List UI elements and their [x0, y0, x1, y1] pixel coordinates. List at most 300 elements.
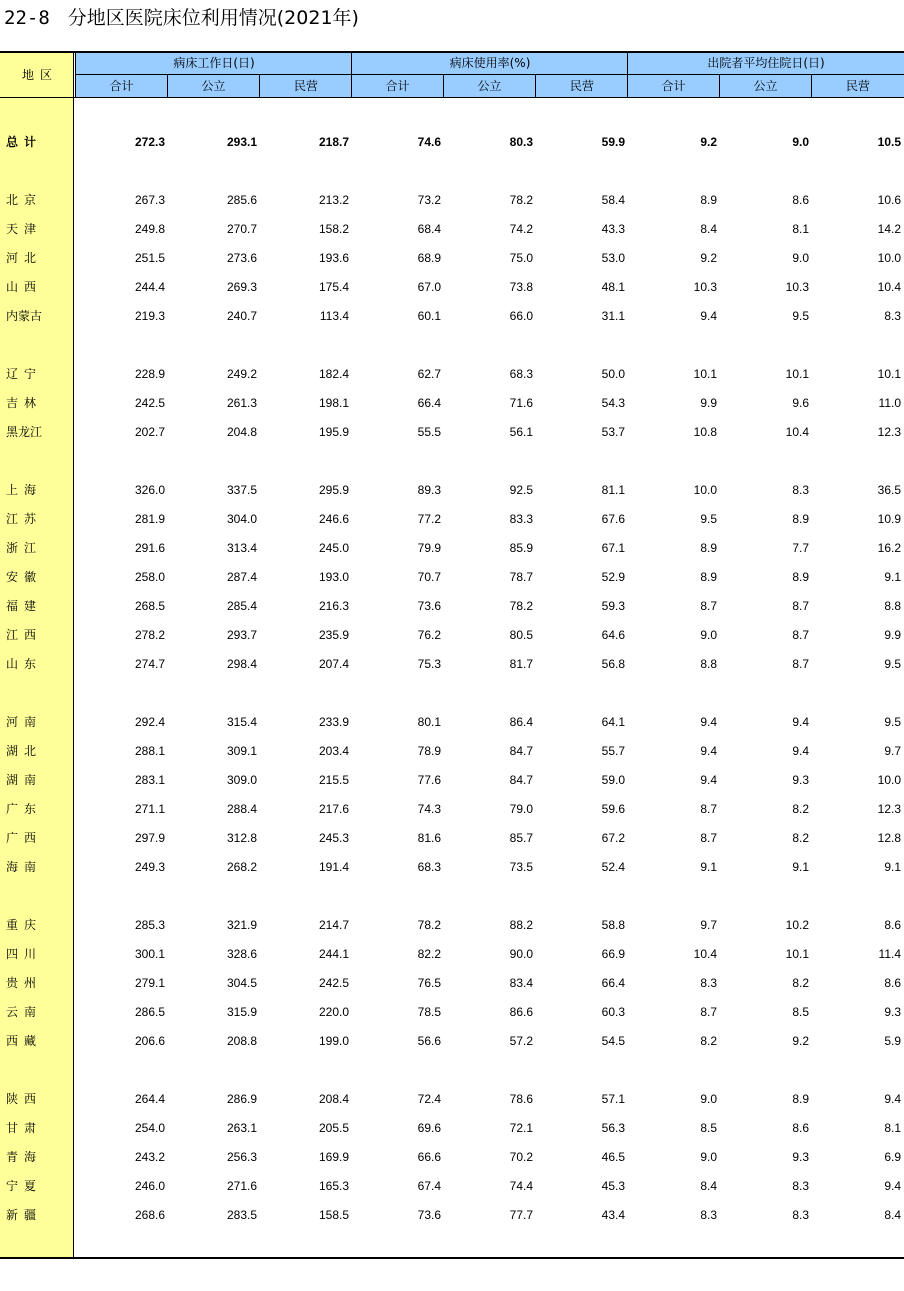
value-cell: 78.6	[509, 1092, 533, 1106]
value-cell: 8.9	[792, 512, 809, 526]
value-cell: 82.2	[417, 947, 441, 961]
value-cell: 8.5	[792, 1005, 809, 1019]
value-cell: 8.3	[792, 1208, 809, 1222]
value-cell: 52.4	[601, 860, 625, 874]
table-row	[0, 944, 904, 964]
value-cell: 59.3	[601, 599, 625, 613]
value-cell: 297.9	[134, 831, 165, 845]
region-label: 贵州	[6, 976, 43, 990]
value-cell: 271.1	[134, 802, 165, 816]
table-row	[0, 770, 904, 790]
value-cell: 8.7	[700, 1005, 717, 1019]
value-cell: 9.4	[884, 1092, 901, 1106]
value-cell: 8.7	[700, 831, 717, 845]
value-cell: 9.7	[884, 744, 901, 758]
value-cell: 84.7	[509, 744, 533, 758]
value-cell: 10.3	[693, 280, 717, 294]
value-cell: 68.3	[509, 367, 533, 381]
value-cell: 9.1	[884, 860, 901, 874]
value-cell: 244.4	[134, 280, 165, 294]
value-cell: 10.0	[877, 251, 901, 265]
value-cell: 59.0	[601, 773, 625, 787]
value-cell: 208.4	[318, 1092, 349, 1106]
value-cell: 68.4	[417, 222, 441, 236]
value-cell: 10.4	[693, 947, 717, 961]
header-sub-public: 公立	[719, 75, 811, 98]
header-group-avg-stay: 出院者平均住院日(日)	[627, 53, 904, 75]
header-sub-private: 民营	[259, 75, 352, 98]
value-cell: 268.2	[226, 860, 257, 874]
value-cell: 9.0	[700, 1150, 717, 1164]
value-cell: 10.5	[877, 135, 901, 149]
value-cell: 240.7	[226, 309, 257, 323]
value-cell: 58.8	[601, 918, 625, 932]
value-cell: 67.1	[601, 541, 625, 555]
value-cell: 8.1	[884, 1121, 901, 1135]
value-cell: 58.4	[601, 193, 625, 207]
value-cell: 9.3	[884, 1005, 901, 1019]
value-cell: 245.3	[318, 831, 349, 845]
value-cell: 78.2	[417, 918, 441, 932]
value-cell: 9.4	[792, 744, 809, 758]
value-cell: 326.0	[134, 483, 165, 497]
value-cell: 73.6	[417, 599, 441, 613]
value-cell: 182.4	[318, 367, 349, 381]
value-cell: 8.3	[700, 976, 717, 990]
value-cell: 74.4	[509, 1179, 533, 1193]
value-cell: 281.9	[134, 512, 165, 526]
value-cell: 73.6	[417, 1208, 441, 1222]
region-label: 吉林	[6, 396, 43, 410]
table-row	[0, 973, 904, 993]
value-cell: 78.7	[509, 570, 533, 584]
value-cell: 256.3	[226, 1150, 257, 1164]
table-row	[0, 1002, 904, 1022]
value-cell: 270.7	[226, 222, 257, 236]
value-cell: 9.4	[700, 309, 717, 323]
value-cell: 50.0	[601, 367, 625, 381]
value-cell: 285.3	[134, 918, 165, 932]
value-cell: 11.0	[878, 396, 901, 410]
value-cell: 9.9	[700, 396, 717, 410]
value-cell: 8.6	[792, 1121, 809, 1135]
value-cell: 10.1	[785, 367, 809, 381]
region-label: 辽宁	[6, 367, 43, 381]
value-cell: 11.4	[878, 947, 901, 961]
value-cell: 8.2	[792, 802, 809, 816]
value-cell: 53.7	[601, 425, 625, 439]
table-title: 分地区医院床位利用情况(2021年)	[67, 7, 359, 29]
value-cell: 313.4	[226, 541, 257, 555]
value-cell: 264.4	[134, 1092, 165, 1106]
region-label: 浙江	[6, 541, 43, 555]
value-cell: 8.9	[700, 570, 717, 584]
value-cell: 74.2	[509, 222, 533, 236]
header-sub-total: 合计	[75, 75, 167, 98]
region-label: 天津	[6, 222, 43, 236]
header-group-bed-usage-rate: 病床使用率(%)	[351, 53, 628, 75]
value-cell: 202.7	[134, 425, 165, 439]
value-cell: 9.2	[700, 251, 717, 265]
value-cell: 60.3	[601, 1005, 625, 1019]
value-cell: 66.4	[417, 396, 441, 410]
value-cell: 85.9	[509, 541, 533, 555]
header-sub-private: 民营	[811, 75, 904, 98]
value-cell: 158.5	[318, 1208, 349, 1222]
value-cell: 10.6	[877, 193, 901, 207]
value-cell: 113.4	[319, 309, 349, 323]
table-row	[0, 799, 904, 819]
value-cell: 46.5	[601, 1150, 625, 1164]
value-cell: 298.4	[226, 657, 257, 671]
table-number: 22-8	[4, 7, 50, 29]
value-cell: 66.9	[601, 947, 625, 961]
value-cell: 36.5	[877, 483, 901, 497]
value-cell: 62.7	[417, 367, 441, 381]
value-cell: 220.0	[318, 1005, 349, 1019]
value-cell: 67.4	[417, 1179, 441, 1193]
value-cell: 263.1	[226, 1121, 257, 1135]
value-cell: 206.6	[134, 1034, 165, 1048]
value-cell: 288.1	[134, 744, 165, 758]
value-cell: 55.5	[417, 425, 441, 439]
value-cell: 80.5	[509, 628, 533, 642]
region-label: 河南	[6, 715, 43, 729]
value-cell: 81.1	[601, 483, 625, 497]
region-label: 四川	[6, 947, 43, 961]
value-cell: 77.6	[417, 773, 441, 787]
value-cell: 79.0	[509, 802, 533, 816]
value-cell: 8.9	[700, 541, 717, 555]
value-cell: 228.9	[134, 367, 165, 381]
value-cell: 9.5	[700, 512, 717, 526]
value-cell: 9.1	[700, 860, 717, 874]
value-cell: 10.1	[785, 947, 809, 961]
value-cell: 268.6	[134, 1208, 165, 1222]
value-cell: 219.3	[134, 309, 165, 323]
value-cell: 81.7	[509, 657, 533, 671]
value-cell: 56.3	[601, 1121, 625, 1135]
value-cell: 10.4	[785, 425, 809, 439]
table-row	[0, 596, 904, 616]
value-cell: 293.7	[226, 628, 257, 642]
value-cell: 8.6	[884, 918, 901, 932]
value-cell: 43.3	[601, 222, 625, 236]
value-cell: 8.2	[792, 976, 809, 990]
value-cell: 9.5	[792, 309, 809, 323]
value-cell: 68.9	[417, 251, 441, 265]
value-cell: 86.6	[509, 1005, 533, 1019]
value-cell: 165.3	[318, 1179, 349, 1193]
value-cell: 75.0	[509, 251, 533, 265]
total-row	[0, 132, 904, 152]
table-row	[0, 1118, 904, 1138]
value-cell: 9.5	[884, 715, 901, 729]
value-cell: 10.1	[693, 367, 717, 381]
value-cell: 56.8	[601, 657, 625, 671]
region-label: 新疆	[6, 1208, 43, 1222]
value-cell: 293.1	[226, 135, 257, 149]
value-cell: 213.2	[318, 193, 349, 207]
table-row	[0, 915, 904, 935]
region-label: 青海	[6, 1150, 43, 1164]
region-label: 甘肃	[6, 1121, 43, 1135]
value-cell: 8.3	[884, 309, 901, 323]
value-cell: 8.7	[700, 599, 717, 613]
region-label: 海南	[6, 860, 43, 874]
value-cell: 315.4	[226, 715, 257, 729]
value-cell: 198.1	[318, 396, 349, 410]
table-row	[0, 219, 904, 239]
value-cell: 56.1	[509, 425, 533, 439]
value-cell: 64.1	[601, 715, 625, 729]
value-cell: 9.3	[792, 1150, 809, 1164]
table-row	[0, 1147, 904, 1167]
value-cell: 205.5	[318, 1121, 349, 1135]
value-cell: 246.6	[318, 512, 349, 526]
value-cell: 195.9	[318, 425, 349, 439]
region-label: 陕西	[6, 1092, 43, 1106]
value-cell: 12.3	[877, 425, 901, 439]
value-cell: 83.4	[509, 976, 533, 990]
value-cell: 72.4	[417, 1092, 441, 1106]
value-cell: 295.9	[318, 483, 349, 497]
value-cell: 67.2	[601, 831, 625, 845]
value-cell: 10.8	[693, 425, 717, 439]
value-cell: 68.3	[417, 860, 441, 874]
value-cell: 279.1	[134, 976, 165, 990]
value-cell: 216.3	[318, 599, 349, 613]
value-cell: 78.9	[417, 744, 441, 758]
value-cell: 9.0	[792, 251, 809, 265]
region-label: 安徽	[6, 570, 43, 584]
table-row	[0, 306, 904, 326]
value-cell: 74.3	[417, 802, 441, 816]
table-row	[0, 509, 904, 529]
value-cell: 53.0	[601, 251, 625, 265]
value-cell: 9.7	[700, 918, 717, 932]
table-header	[75, 53, 904, 98]
value-cell: 267.3	[134, 193, 165, 207]
value-cell: 7.7	[792, 541, 809, 555]
page-title	[4, 6, 359, 30]
value-cell: 243.2	[134, 1150, 165, 1164]
region-label: 北京	[6, 193, 43, 207]
header-bottom-rule	[0, 97, 904, 98]
table-row	[0, 828, 904, 848]
value-cell: 169.9	[318, 1150, 349, 1164]
value-cell: 70.7	[417, 570, 441, 584]
value-cell: 8.9	[792, 570, 809, 584]
value-cell: 83.3	[509, 512, 533, 526]
value-cell: 9.4	[700, 744, 717, 758]
value-cell: 249.2	[226, 367, 257, 381]
value-cell: 272.3	[134, 135, 165, 149]
header-sub-public: 公立	[443, 75, 535, 98]
value-cell: 77.7	[509, 1208, 533, 1222]
value-cell: 8.6	[884, 976, 901, 990]
table-row	[0, 480, 904, 500]
table-row	[0, 190, 904, 210]
value-cell: 72.1	[509, 1121, 533, 1135]
value-cell: 321.9	[226, 918, 257, 932]
value-cell: 69.6	[417, 1121, 441, 1135]
value-cell: 54.5	[601, 1034, 625, 1048]
value-cell: 10.3	[785, 280, 809, 294]
value-cell: 8.5	[700, 1121, 717, 1135]
value-cell: 215.5	[318, 773, 349, 787]
value-cell: 73.2	[417, 193, 441, 207]
value-cell: 85.7	[509, 831, 533, 845]
value-cell: 78.2	[509, 193, 533, 207]
value-cell: 79.9	[417, 541, 441, 555]
value-cell: 60.1	[417, 309, 441, 323]
value-cell: 9.2	[700, 135, 717, 149]
value-cell: 315.9	[226, 1005, 257, 1019]
value-cell: 5.9	[884, 1034, 901, 1048]
value-cell: 8.3	[792, 1179, 809, 1193]
value-cell: 249.8	[134, 222, 165, 236]
value-cell: 191.4	[318, 860, 349, 874]
value-cell: 193.6	[318, 251, 349, 265]
value-cell: 249.3	[134, 860, 165, 874]
header-sub-total: 合计	[627, 75, 719, 98]
table-row	[0, 1205, 904, 1225]
region-label: 湖北	[6, 744, 43, 758]
region-label: 总计	[6, 135, 43, 149]
value-cell: 283.1	[134, 773, 165, 787]
region-label: 上海	[6, 483, 43, 497]
value-cell: 55.7	[601, 744, 625, 758]
table-row	[0, 364, 904, 384]
value-cell: 285.6	[226, 193, 257, 207]
value-cell: 9.9	[884, 628, 901, 642]
value-cell: 71.6	[509, 396, 533, 410]
value-cell: 57.2	[509, 1034, 533, 1048]
value-cell: 8.1	[792, 222, 809, 236]
value-cell: 67.6	[601, 512, 625, 526]
value-cell: 246.0	[134, 1179, 165, 1193]
value-cell: 8.4	[700, 1179, 717, 1193]
value-cell: 59.6	[601, 802, 625, 816]
value-cell: 70.2	[509, 1150, 533, 1164]
value-cell: 16.2	[877, 541, 901, 555]
value-cell: 64.6	[601, 628, 625, 642]
value-cell: 245.0	[318, 541, 349, 555]
value-cell: 300.1	[134, 947, 165, 961]
table-row	[0, 712, 904, 732]
value-cell: 10.0	[693, 483, 717, 497]
value-cell: 88.2	[509, 918, 533, 932]
value-cell: 89.3	[417, 483, 441, 497]
table-row	[0, 538, 904, 558]
value-cell: 268.5	[134, 599, 165, 613]
value-cell: 45.3	[601, 1179, 625, 1193]
region-label: 重庆	[6, 918, 43, 932]
value-cell: 203.4	[318, 744, 349, 758]
value-cell: 204.8	[226, 425, 257, 439]
region-label: 山西	[6, 280, 43, 294]
value-cell: 78.2	[509, 599, 533, 613]
value-cell: 175.4	[318, 280, 349, 294]
value-cell: 6.9	[884, 1150, 901, 1164]
value-cell: 8.7	[700, 802, 717, 816]
value-cell: 10.1	[877, 367, 901, 381]
value-cell: 9.4	[700, 773, 717, 787]
value-cell: 73.5	[509, 860, 533, 874]
table-row	[0, 857, 904, 877]
region-label: 山东	[6, 657, 43, 671]
value-cell: 292.4	[134, 715, 165, 729]
table-row	[0, 248, 904, 268]
value-cell: 90.0	[509, 947, 533, 961]
value-cell: 217.6	[318, 802, 349, 816]
region-label: 宁夏	[6, 1179, 43, 1193]
region-label: 河北	[6, 251, 43, 265]
table-row	[0, 741, 904, 761]
value-cell: 312.8	[226, 831, 257, 845]
value-cell: 291.6	[134, 541, 165, 555]
value-cell: 52.9	[601, 570, 625, 584]
value-cell: 8.6	[792, 193, 809, 207]
value-cell: 337.5	[226, 483, 257, 497]
value-cell: 287.4	[226, 570, 257, 584]
value-cell: 304.0	[226, 512, 257, 526]
value-cell: 207.4	[318, 657, 349, 671]
value-cell: 9.4	[792, 715, 809, 729]
region-label: 江苏	[6, 512, 43, 526]
header-sub-total: 合计	[351, 75, 443, 98]
value-cell: 66.4	[601, 976, 625, 990]
region-label: 西藏	[6, 1034, 43, 1048]
value-cell: 8.3	[700, 1208, 717, 1222]
value-cell: 8.4	[700, 222, 717, 236]
value-cell: 288.4	[226, 802, 257, 816]
value-cell: 242.5	[318, 976, 349, 990]
value-cell: 8.2	[700, 1034, 717, 1048]
value-cell: 66.0	[509, 309, 533, 323]
value-cell: 285.4	[226, 599, 257, 613]
value-cell: 254.0	[134, 1121, 165, 1135]
value-cell: 208.8	[226, 1034, 257, 1048]
value-cell: 12.3	[877, 802, 901, 816]
table-row	[0, 1176, 904, 1196]
region-label: 广西	[6, 831, 43, 845]
value-cell: 278.2	[134, 628, 165, 642]
region-label: 黑龙江	[6, 425, 43, 439]
value-cell: 10.0	[877, 773, 901, 787]
value-cell: 193.0	[318, 570, 349, 584]
value-cell: 86.4	[509, 715, 533, 729]
bottom-rule	[0, 1257, 904, 1259]
value-cell: 309.0	[226, 773, 257, 787]
region-label: 内蒙古	[6, 309, 43, 323]
value-cell: 273.6	[226, 251, 257, 265]
value-cell: 258.0	[134, 570, 165, 584]
value-cell: 8.9	[700, 193, 717, 207]
value-cell: 251.5	[134, 251, 165, 265]
value-cell: 242.5	[134, 396, 165, 410]
table-row	[0, 654, 904, 674]
value-cell: 43.4	[601, 1208, 625, 1222]
value-cell: 76.5	[417, 976, 441, 990]
value-cell: 9.1	[884, 570, 901, 584]
value-cell: 59.9	[601, 135, 625, 149]
value-cell: 73.8	[509, 280, 533, 294]
value-cell: 286.9	[226, 1092, 257, 1106]
value-cell: 8.4	[884, 1208, 901, 1222]
value-cell: 8.7	[792, 657, 809, 671]
